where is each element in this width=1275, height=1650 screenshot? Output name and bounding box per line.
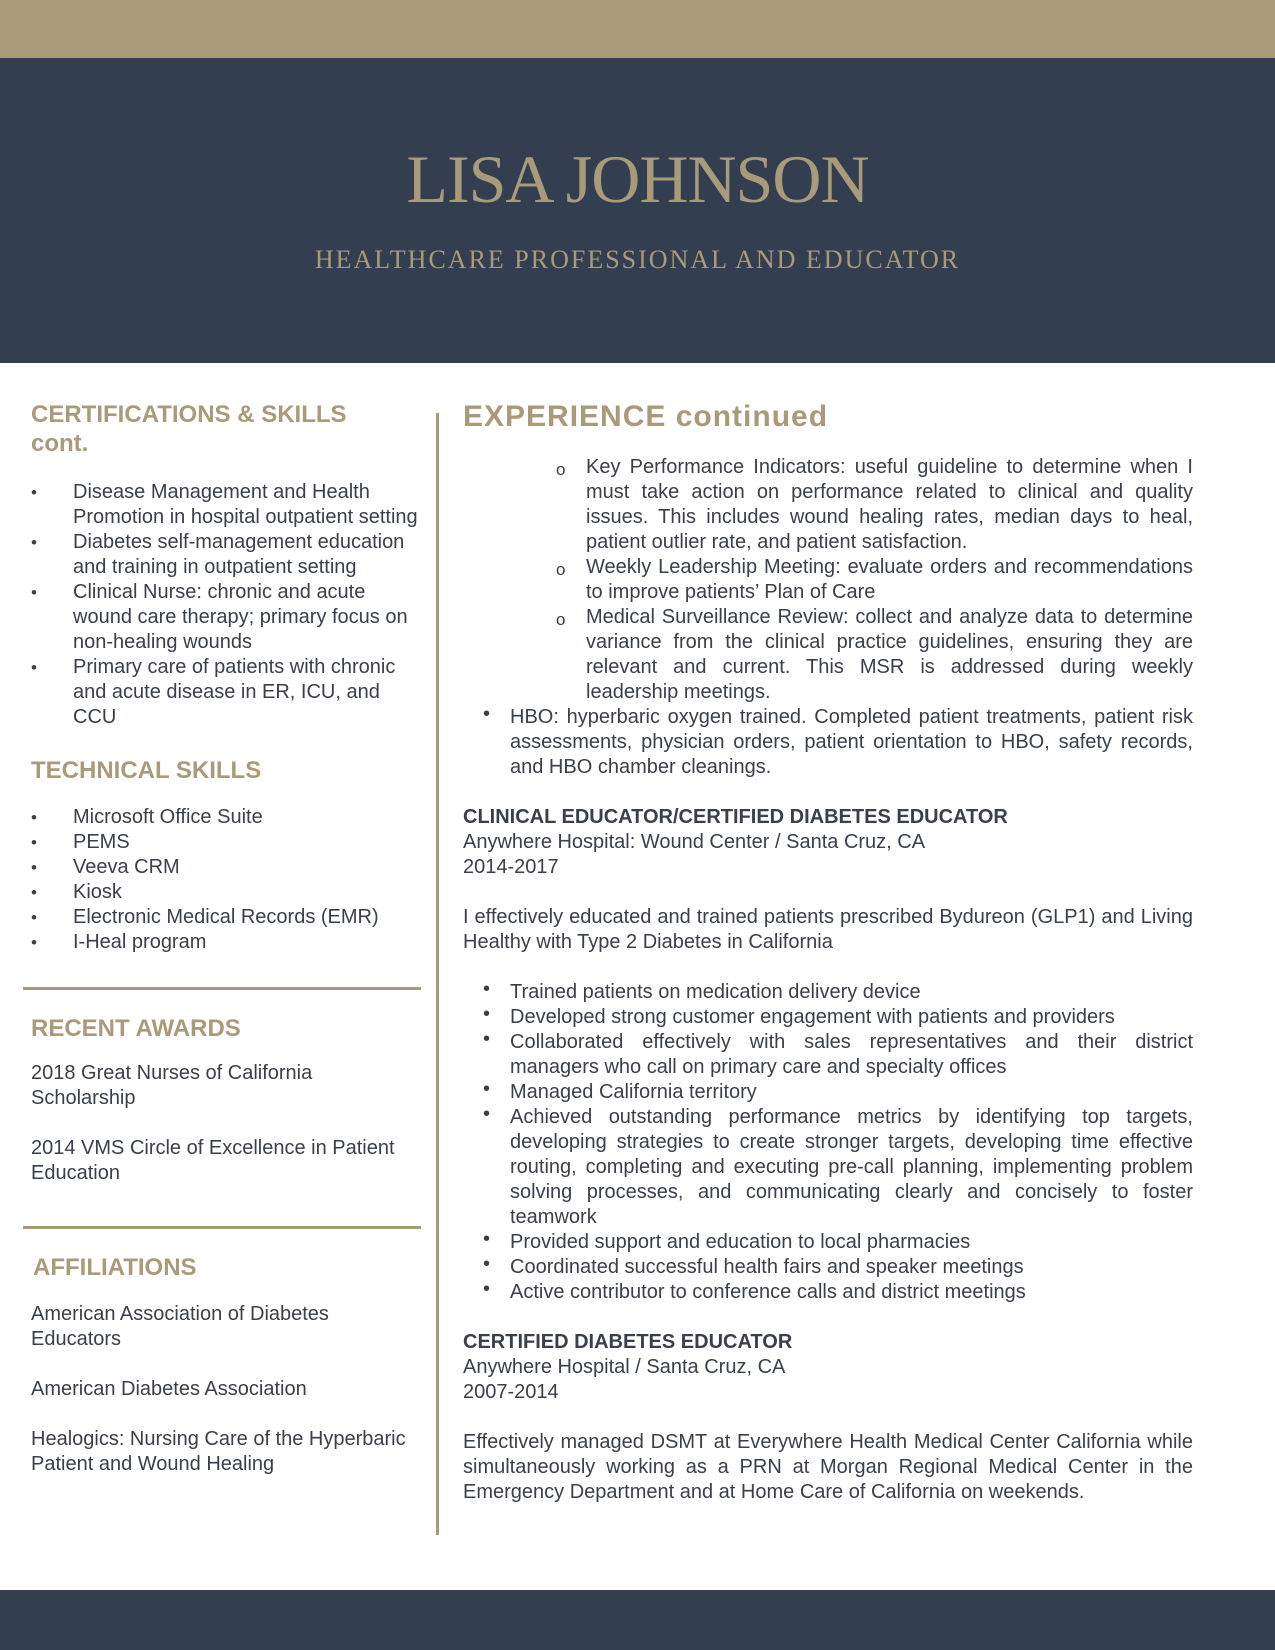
list-item: • Developed strong customer engagement with patients and providers	[510, 1005, 1193, 1030]
job-employer: Anywhere Hospital / Santa Cruz, CA	[463, 1356, 786, 1378]
affiliations-heading: AFFILIATIONS	[33, 1254, 197, 1281]
list-item: • Collaborated effectively with sales representatives and their district managers who call on primary care and specialty offices	[510, 1030, 1193, 1080]
top-accent-band	[0, 0, 1275, 58]
affiliation-item: American Diabetes Association	[31, 1378, 307, 1400]
awards-heading: RECENT AWARDS	[31, 1015, 241, 1042]
section-divider	[23, 987, 421, 990]
experience-heading: EXPERIENCE continued	[463, 400, 829, 433]
certifications-heading: CERTIFICATIONS & SKILLS cont.	[31, 401, 347, 457]
list-item: • Kiosk	[31, 880, 421, 905]
award-item: 2018 Great Nurses of California Scholarship	[31, 1062, 313, 1109]
experience-subitems	[463, 455, 1193, 705]
candidate-name: LISA JOHNSON	[406, 141, 869, 217]
certifications-list	[31, 480, 421, 730]
job-title: CERTIFIED DIABETES EDUCATOR	[463, 1331, 793, 1353]
list-item: • Clinical Nurse: chronic and acute wound care therapy; primary focus on non-healing wounds	[31, 580, 421, 655]
list-item: • Veeva CRM	[31, 855, 421, 880]
job-years: 2014-2017	[463, 856, 559, 878]
affiliation-item: Healogics: Nursing Care of the Hyperbaric Patient and Wound Healing	[31, 1428, 406, 1475]
hbo-list	[463, 705, 1193, 780]
technical-skills-list	[31, 805, 421, 955]
list-item: • Active contributor to conference calls and district meetings	[510, 1280, 1193, 1305]
list-item: o Key Performance Indicators: useful guideline to determine when I must take action on performance related to clinical and quality issues. This includes wound healing rates, median days to heal, patient outlier rate, and patient satisfaction.	[586, 455, 1193, 555]
job-years: 2007-2014	[463, 1381, 559, 1403]
list-item: • PEMS	[31, 830, 421, 855]
list-item: • Microsoft Office Suite	[31, 805, 421, 830]
list-item: • Disease Management and Health Promotion in hospital outpatient setting	[31, 480, 421, 530]
list-item: • Diabetes self-management education and training in outpatient setting	[31, 530, 421, 580]
right-column	[463, 400, 1193, 1505]
list-item: • Achieved outstanding performance metrics by identifying top targets, developing strategies to create stronger targets, developing time effective routing, completing and executing pre-call planning, implementing problem solving processes, and communicating clearly and concisely to foster teamwork	[510, 1105, 1193, 1230]
list-item: • Provided support and education to local pharmacies	[510, 1230, 1193, 1255]
affiliation-item: American Association of Diabetes Educators	[31, 1303, 329, 1350]
job-employer: Anywhere Hospital: Wound Center / Santa Cruz, CA	[463, 831, 926, 853]
list-item: • HBO: hyperbaric oxygen trained. Completed patient treatments, patient risk assessments, physician orders, patient orientation to HBO, safety records, and HBO chamber cleanings.	[510, 705, 1193, 780]
list-item: o Weekly Leadership Meeting: evaluate orders and recommendations to improve patients’ Plan of Care	[586, 555, 1193, 605]
list-item: o Medical Surveillance Review: collect and analyze data to determine variance from the clinical practice guidelines, ensuring they are relevant and current. This MSR is addressed during weekly leadership meetings.	[586, 605, 1193, 705]
list-item: • Primary care of patients with chronic and acute disease in ER, ICU, and CCU	[31, 655, 421, 730]
job-title: CLINICAL EDUCATOR/CERTIFIED DIABETES EDUCATOR	[463, 806, 1008, 828]
job-bullets	[463, 980, 1193, 1305]
job-summary: Effectively managed DSMT at Everywhere Health Medical Center California while simultaneously working as a PRN at Morgan Regional Medical Center in the Emergency Department and at Home Care of California on weekends.	[463, 1431, 1193, 1503]
left-column	[31, 400, 421, 1477]
list-item: • Electronic Medical Records (EMR)	[31, 905, 421, 930]
candidate-title: HEALTHCARE PROFESSIONAL AND EDUCATOR	[314, 245, 961, 274]
column-divider	[436, 413, 439, 1535]
list-item: • Coordinated successful health fairs and speaker meetings	[510, 1255, 1193, 1280]
section-divider	[23, 1226, 421, 1229]
job-summary: I effectively educated and trained patients prescribed Bydureon (GLP1) and Living Healthy with Type 2 Diabetes in California	[463, 906, 1193, 953]
list-item: • I-Heal program	[31, 930, 421, 955]
list-item: • Trained patients on medication delivery device	[510, 980, 1193, 1005]
award-item: 2014 VMS Circle of Excellence in Patient Education	[31, 1137, 395, 1184]
header-banner	[0, 58, 1275, 363]
list-item: • Managed California territory	[510, 1080, 1193, 1105]
technical-skills-heading: TECHNICAL SKILLS	[31, 757, 262, 784]
footer-band	[0, 1590, 1275, 1650]
